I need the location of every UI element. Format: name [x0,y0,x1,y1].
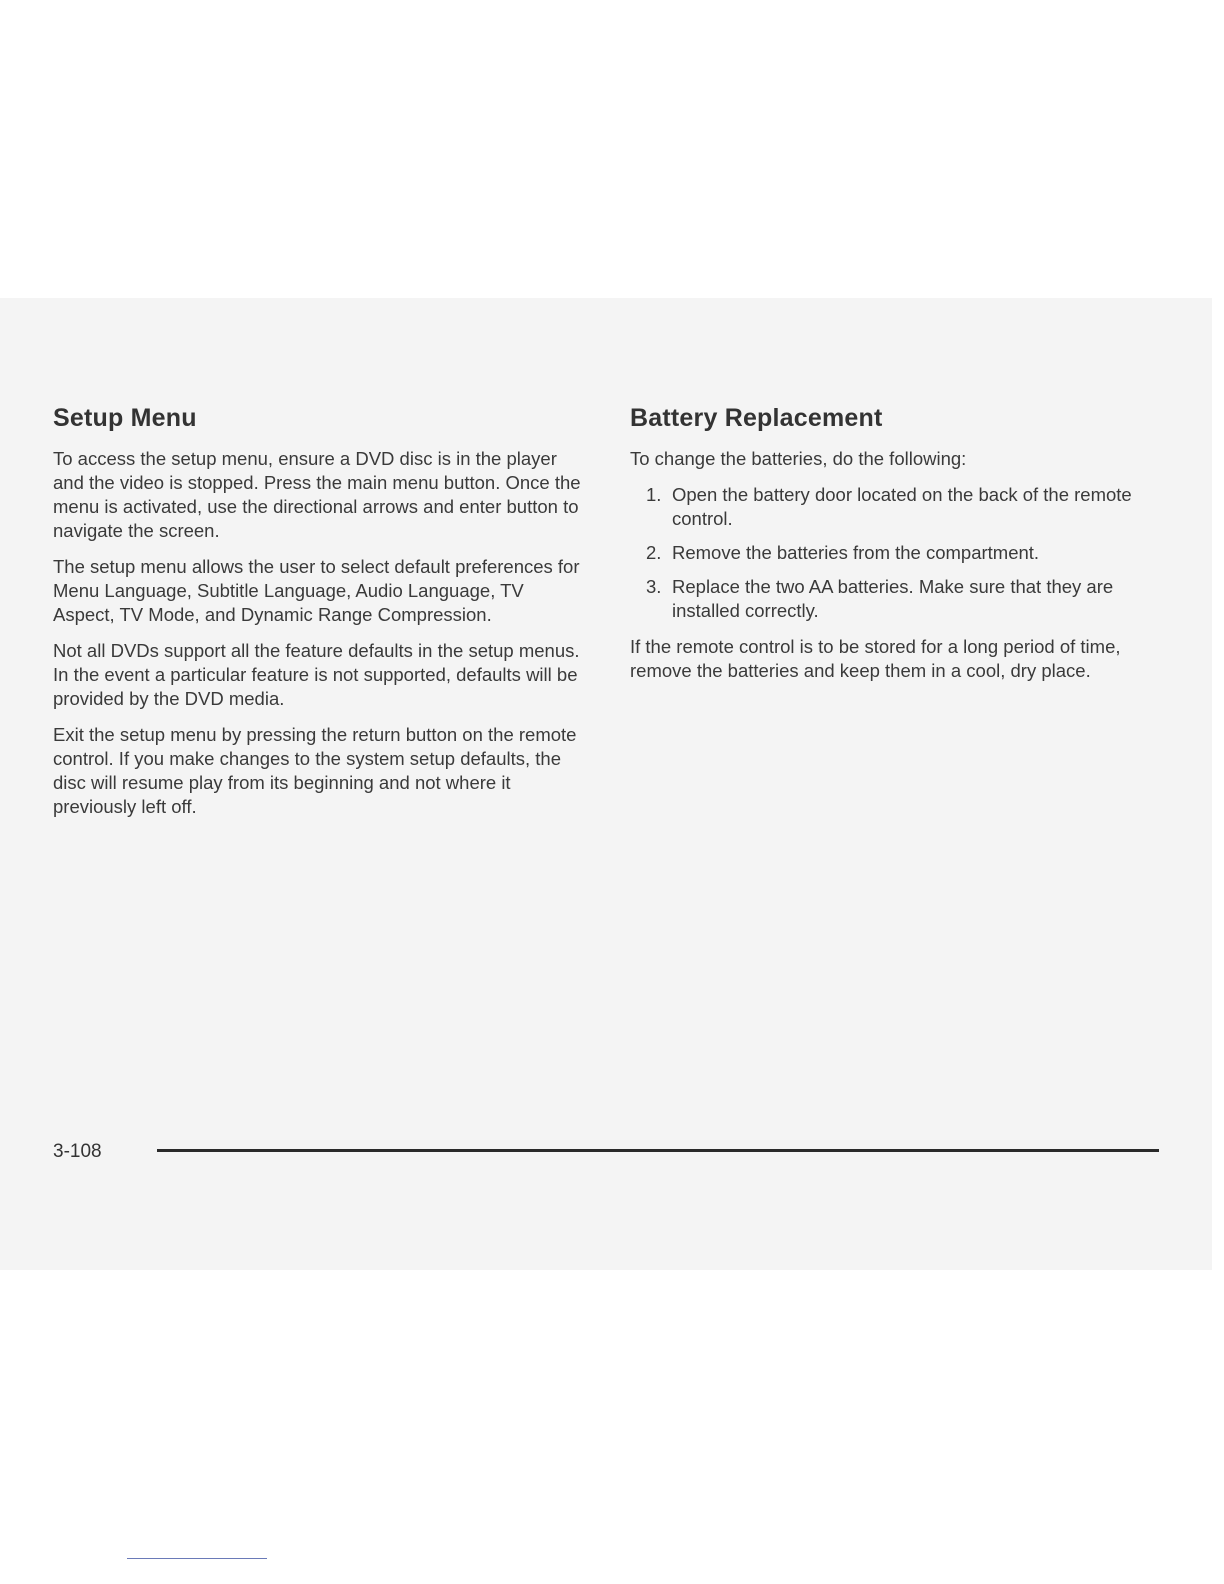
bottom-divider [127,1558,267,1559]
step-text: Remove the batteries from the compartment. [672,542,1040,563]
setup-menu-paragraph-2: The setup menu allows the user to select default preferences for Menu Language, Subtitle Language, Audio Language, TV Aspect, TV Mode, and Dynamic Range Compression. [53,556,580,625]
setup-menu-paragraph-1: To access the setup menu, ensure a DVD disc is in the player and the video is stopped. Press the main menu button. Once the menu is activated, use the directional arrows and enter button to navigate the screen. [53,448,581,541]
footer-divider [157,1149,1159,1152]
setup-menu-heading: Setup Menu [53,404,197,432]
step-number: 2. [646,542,662,563]
step-number: 1. [646,484,662,505]
battery-steps-list [630,483,1160,623]
setup-menu-paragraph-3: Not all DVDs support all the feature defaults in the setup menus. In the event a particular feature is not supported, defaults will be provided by the DVD media. [53,640,580,709]
step-text: Open the battery door located on the back of the remote control. [672,484,1132,529]
page-number: 3-108 [53,1141,102,1162]
battery-step [630,483,1160,531]
battery-closing-note: If the remote control is to be stored for a long period of time, remove the batteries and keep them in a cool, dry place. [630,636,1121,681]
battery-intro: To change the batteries, do the following: [630,448,967,469]
page-scan-area [0,298,1212,1270]
battery-step [630,575,1160,623]
battery-replacement-heading: Battery Replacement [630,404,883,432]
setup-menu-paragraph-4: Exit the setup menu by pressing the return button on the remote control. If you make changes to the system setup defaults, the disc will resume play from its beginning and not where it previously left off. [53,724,577,817]
battery-step [630,541,1160,565]
step-number: 3. [646,576,662,597]
battery-replacement-section [630,404,1160,695]
setup-menu-section [53,404,583,831]
step-text: Replace the two AA batteries. Make sure that they are installed correctly. [672,576,1114,621]
